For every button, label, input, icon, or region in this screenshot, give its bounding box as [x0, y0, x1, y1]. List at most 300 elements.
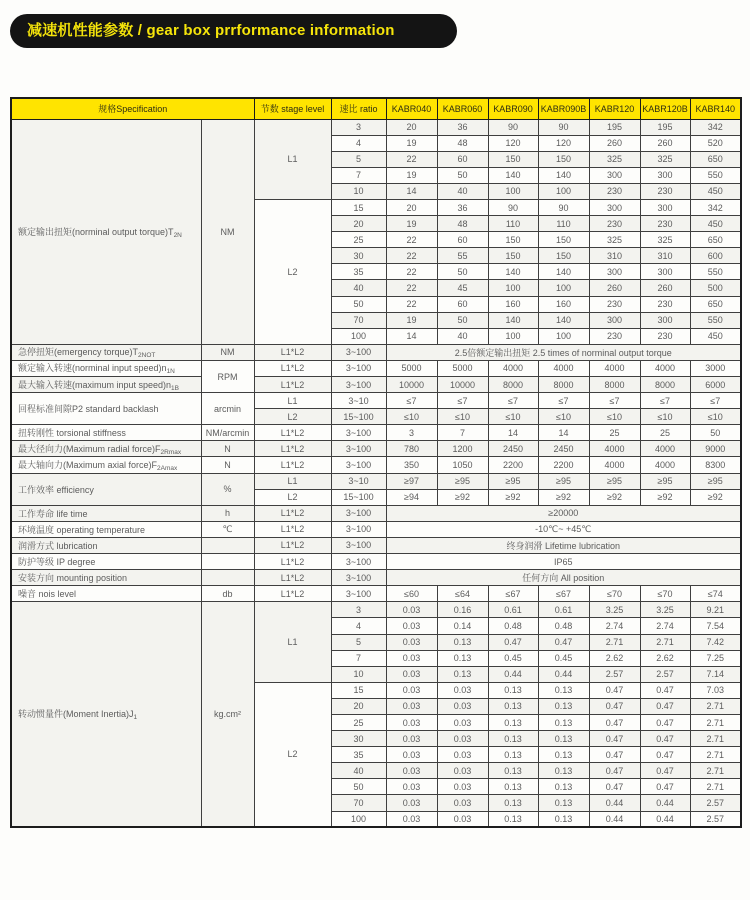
- cell: 60: [437, 151, 488, 167]
- cell: 260: [640, 280, 690, 296]
- cell: 8000: [538, 377, 589, 393]
- cell: 100: [488, 183, 538, 199]
- cell: 40: [437, 183, 488, 199]
- cell: 3~100: [331, 505, 386, 521]
- cell: 2.71: [690, 698, 741, 714]
- cell: 0.13: [538, 811, 589, 827]
- cell: ℃: [201, 521, 254, 537]
- cell: 36: [437, 199, 488, 215]
- cell: 2.57: [690, 811, 741, 827]
- cell: 600: [690, 248, 741, 264]
- cell: 500: [690, 280, 741, 296]
- cell: 140: [488, 264, 538, 280]
- cell: 100: [331, 811, 386, 827]
- cell: 0.45: [538, 650, 589, 666]
- cell: 终身润滑 Lifetime lubrication: [386, 537, 741, 553]
- cell: 50: [690, 425, 741, 441]
- cell: 8000: [488, 377, 538, 393]
- cell: 0.03: [386, 618, 437, 634]
- row-label: 环境温度 operating temperature: [11, 521, 201, 537]
- cell: 22: [386, 151, 437, 167]
- cell: 0.03: [386, 698, 437, 714]
- cell: arcmin: [201, 393, 254, 425]
- cell: 15~100: [331, 489, 386, 505]
- cell: 40: [331, 280, 386, 296]
- cell: 3: [331, 602, 386, 618]
- cell: 30: [331, 248, 386, 264]
- cell: 50: [437, 264, 488, 280]
- cell: 2200: [488, 457, 538, 473]
- cell: ≤10: [640, 409, 690, 425]
- cell: 2.71: [690, 747, 741, 763]
- column-header: KABR120B: [640, 98, 690, 119]
- cell: 8000: [589, 377, 640, 393]
- cell: ≤7: [589, 393, 640, 409]
- cell: 0.03: [437, 731, 488, 747]
- cell: 650: [690, 151, 741, 167]
- cell: 0.44: [538, 666, 589, 682]
- cell: 3~100: [331, 537, 386, 553]
- cell: 230: [589, 183, 640, 199]
- cell: 0.47: [640, 698, 690, 714]
- cell: 3~100: [331, 521, 386, 537]
- cell: 8300: [690, 457, 741, 473]
- row-label: 转动惯量件(Moment $Inertia)J_1$: [11, 602, 201, 827]
- cell: 0.14: [437, 618, 488, 634]
- cell: 7.14: [690, 666, 741, 682]
- cell: ≤64: [437, 586, 488, 602]
- cell: 9.21: [690, 602, 741, 618]
- table-row: [11, 119, 741, 135]
- cell: 0.03: [386, 795, 437, 811]
- row-label: 最大轴向力(Maximum axial $force)F_{2Amax}$: [11, 457, 201, 473]
- cell: 550: [690, 264, 741, 280]
- cell: ≤60: [386, 586, 437, 602]
- cell: 2.71: [589, 634, 640, 650]
- cell: 0.13: [538, 795, 589, 811]
- table-row: [11, 586, 741, 602]
- cell: 7.25: [690, 650, 741, 666]
- table-row: [11, 537, 741, 553]
- cell: 0.03: [386, 779, 437, 795]
- cell: 2.71: [690, 714, 741, 730]
- cell: 300: [640, 167, 690, 183]
- cell: ≤10: [589, 409, 640, 425]
- cell: 7: [331, 650, 386, 666]
- cell: 0.47: [640, 714, 690, 730]
- cell: 3~100: [331, 360, 386, 376]
- cell: 1050: [437, 457, 488, 473]
- cell: 25: [640, 425, 690, 441]
- cell: 7: [331, 167, 386, 183]
- cell: 0.13: [538, 698, 589, 714]
- cell: ≥92: [589, 489, 640, 505]
- cell: 0.44: [640, 795, 690, 811]
- cell: L1*L2: [254, 505, 331, 521]
- cell: ≤7: [386, 393, 437, 409]
- cell: 780: [386, 441, 437, 457]
- cell: 140: [538, 264, 589, 280]
- cell: 0.44: [589, 795, 640, 811]
- cell: 0.13: [488, 763, 538, 779]
- cell: L2: [254, 199, 331, 344]
- cell: L1: [254, 473, 331, 489]
- cell: L1*L2: [254, 377, 331, 393]
- cell: 6000: [690, 377, 741, 393]
- cell: ≥92: [640, 489, 690, 505]
- cell: 0.48: [538, 618, 589, 634]
- page-title: 减速机性能参数 / gear box prrformance information: [10, 14, 457, 48]
- cell: 30: [331, 731, 386, 747]
- cell: 2.71: [690, 731, 741, 747]
- cell: 15: [331, 682, 386, 698]
- cell: 310: [589, 248, 640, 264]
- cell: 15~100: [331, 409, 386, 425]
- cell: L2: [254, 489, 331, 505]
- table-row: [11, 602, 741, 618]
- cell: 4000: [640, 360, 690, 376]
- cell: 0.03: [386, 747, 437, 763]
- cell: ≥95: [589, 473, 640, 489]
- cell: IP65: [386, 554, 741, 570]
- table-row: [11, 377, 741, 393]
- cell: ≤67: [538, 586, 589, 602]
- cell: ≥20000: [386, 505, 741, 521]
- cell: 40: [437, 328, 488, 344]
- cell: L1*L2: [254, 570, 331, 586]
- cell: 300: [640, 312, 690, 328]
- cell: 3~10: [331, 473, 386, 489]
- cell: 2.71: [640, 634, 690, 650]
- cell: 3~100: [331, 377, 386, 393]
- row-label: 安装方向 mounting position: [11, 570, 201, 586]
- header-row: [11, 98, 741, 119]
- row-label: 额定输入转速(norminal input $speed)n_{1N}$: [11, 360, 201, 376]
- cell: 90: [488, 199, 538, 215]
- cell: 0.03: [437, 682, 488, 698]
- cell: 3000: [690, 360, 741, 376]
- cell: 450: [690, 328, 741, 344]
- cell: 0.16: [437, 602, 488, 618]
- table-row: [11, 554, 741, 570]
- cell: 0.48: [488, 618, 538, 634]
- cell: 0.47: [589, 682, 640, 698]
- cell: 140: [488, 312, 538, 328]
- spec-table: [10, 97, 742, 828]
- cell: 230: [640, 328, 690, 344]
- cell: 300: [589, 264, 640, 280]
- cell: 35: [331, 264, 386, 280]
- cell: RPM: [201, 360, 254, 392]
- cell: 160: [538, 296, 589, 312]
- cell: 2.74: [589, 618, 640, 634]
- cell: 22: [386, 248, 437, 264]
- row-label: 工作效率 efficiency: [11, 473, 201, 505]
- cell: 350: [386, 457, 437, 473]
- cell: L2: [254, 682, 331, 827]
- cell: 2.74: [640, 618, 690, 634]
- cell: 140: [538, 312, 589, 328]
- cell: ≤74: [690, 586, 741, 602]
- cell: 20: [331, 698, 386, 714]
- cell: 325: [640, 151, 690, 167]
- cell: 160: [488, 296, 538, 312]
- cell: ≥92: [437, 489, 488, 505]
- cell: 0.44: [640, 811, 690, 827]
- cell: 450: [690, 183, 741, 199]
- row-label: 额定输出扭矩(norminal output $torque)T_{2N}$: [11, 119, 201, 344]
- cell: 0.03: [437, 698, 488, 714]
- cell: 60: [437, 296, 488, 312]
- cell: 100: [538, 183, 589, 199]
- cell: NM: [201, 344, 254, 360]
- cell: 0.03: [386, 731, 437, 747]
- cell: 300: [640, 264, 690, 280]
- cell: 140: [488, 167, 538, 183]
- cell: 0.45: [488, 650, 538, 666]
- cell: 0.13: [488, 731, 538, 747]
- cell: 230: [640, 296, 690, 312]
- cell: L2: [254, 409, 331, 425]
- cell: 4000: [589, 441, 640, 457]
- cell: 4000: [640, 441, 690, 457]
- cell: 45: [437, 280, 488, 296]
- cell: 3~100: [331, 425, 386, 441]
- cell: 0.47: [589, 747, 640, 763]
- cell: 14: [386, 328, 437, 344]
- cell: 2450: [538, 441, 589, 457]
- cell: 10: [331, 666, 386, 682]
- cell: 50: [331, 779, 386, 795]
- cell: N: [201, 457, 254, 473]
- cell: 0.03: [437, 779, 488, 795]
- cell: 14: [488, 425, 538, 441]
- cell: 70: [331, 795, 386, 811]
- cell: 14: [386, 183, 437, 199]
- cell: 5000: [437, 360, 488, 376]
- cell: 19: [386, 167, 437, 183]
- cell: 342: [690, 119, 741, 135]
- column-header: KABR040: [386, 98, 437, 119]
- row-label: 工作寿命 life time: [11, 505, 201, 521]
- table-row: [11, 521, 741, 537]
- cell: db: [201, 586, 254, 602]
- cell: 260: [640, 135, 690, 151]
- cell: 50: [437, 167, 488, 183]
- cell: 0.47: [640, 731, 690, 747]
- row-label: 回程标准间隙P2 standard backlash: [11, 393, 201, 425]
- cell: 100: [538, 328, 589, 344]
- cell: 22: [386, 264, 437, 280]
- column-header: 规格Specification: [11, 98, 254, 119]
- table-row: [11, 441, 741, 457]
- cell: kg.cm²: [201, 602, 254, 827]
- cell: L1*L2: [254, 457, 331, 473]
- cell: 任何方向 All position: [386, 570, 741, 586]
- cell: 20: [386, 199, 437, 215]
- cell: 25: [589, 425, 640, 441]
- column-header: KABR120: [589, 98, 640, 119]
- cell: 195: [640, 119, 690, 135]
- cell: 2.71: [690, 779, 741, 795]
- cell: NM: [201, 119, 254, 344]
- spec-table-header: [11, 98, 741, 119]
- cell: 0.13: [538, 682, 589, 698]
- cell: ≤10: [488, 409, 538, 425]
- table-row: [11, 570, 741, 586]
- cell: 150: [538, 232, 589, 248]
- row-label: 润滑方式 lubrication: [11, 537, 201, 553]
- cell: ≤67: [488, 586, 538, 602]
- cell: 36: [437, 119, 488, 135]
- row-label: 噪音 nois level: [11, 586, 201, 602]
- cell: 0.03: [386, 811, 437, 827]
- cell: 0.13: [488, 795, 538, 811]
- cell: 550: [690, 167, 741, 183]
- column-header: 节数 stage level: [254, 98, 331, 119]
- cell: 55: [437, 248, 488, 264]
- table-row: [11, 457, 741, 473]
- cell: 22: [386, 280, 437, 296]
- cell: 2.57: [690, 795, 741, 811]
- cell: 325: [589, 232, 640, 248]
- cell: L1*L2: [254, 344, 331, 360]
- cell: 5000: [386, 360, 437, 376]
- cell: 90: [488, 119, 538, 135]
- cell: 0.47: [488, 634, 538, 650]
- table-row: [11, 505, 741, 521]
- cell: 150: [488, 232, 538, 248]
- cell: 15: [331, 199, 386, 215]
- cell: L1*L2: [254, 521, 331, 537]
- cell: ≤7: [690, 393, 741, 409]
- cell: ≤70: [589, 586, 640, 602]
- cell: 0.13: [538, 731, 589, 747]
- row-label: 最大输入转速(maximum input $speed)n_{1B}$: [11, 377, 201, 393]
- cell: ≤10: [386, 409, 437, 425]
- row-label: 急停扭矩(emergency $torque)T_{2NOT}$: [11, 344, 201, 360]
- cell: 0.03: [437, 795, 488, 811]
- cell: 35: [331, 747, 386, 763]
- cell: 2.71: [690, 763, 741, 779]
- cell: 0.13: [488, 714, 538, 730]
- cell: ≤7: [488, 393, 538, 409]
- cell: ≥94: [386, 489, 437, 505]
- cell: 0.03: [437, 811, 488, 827]
- column-header: 速比 ratio: [331, 98, 386, 119]
- cell: 110: [538, 216, 589, 232]
- cell: ≥97: [386, 473, 437, 489]
- cell: ≥92: [690, 489, 741, 505]
- cell: 0.03: [386, 634, 437, 650]
- cell: 2.62: [589, 650, 640, 666]
- cell: 7.42: [690, 634, 741, 650]
- cell: 0.47: [640, 779, 690, 795]
- cell: 342: [690, 199, 741, 215]
- cell: 3.25: [589, 602, 640, 618]
- cell: 110: [488, 216, 538, 232]
- cell: 20: [331, 216, 386, 232]
- cell: L1: [254, 119, 331, 199]
- cell: 650: [690, 232, 741, 248]
- cell: 3: [331, 119, 386, 135]
- cell: 0.13: [538, 779, 589, 795]
- cell: 0.03: [386, 650, 437, 666]
- cell: 4000: [589, 457, 640, 473]
- cell: ≥95: [640, 473, 690, 489]
- column-header: KABR060: [437, 98, 488, 119]
- cell: 0.03: [386, 682, 437, 698]
- row-label: 扭转刚性 torsional stiffness: [11, 425, 201, 441]
- cell: 50: [331, 296, 386, 312]
- cell: 1200: [437, 441, 488, 457]
- cell: 230: [589, 216, 640, 232]
- cell: 4000: [589, 360, 640, 376]
- cell: 7.54: [690, 618, 741, 634]
- cell: L1*L2: [254, 360, 331, 376]
- cell: 9000: [690, 441, 741, 457]
- cell: 5: [331, 151, 386, 167]
- cell: 325: [589, 151, 640, 167]
- cell: 20: [386, 119, 437, 135]
- cell: 150: [488, 248, 538, 264]
- cell: 0.13: [488, 779, 538, 795]
- cell: 2450: [488, 441, 538, 457]
- cell: 2.57: [589, 666, 640, 682]
- cell: 19: [386, 312, 437, 328]
- cell: 14: [538, 425, 589, 441]
- cell: 70: [331, 312, 386, 328]
- cell: -10℃~ +45℃: [386, 521, 741, 537]
- cell: 100: [331, 328, 386, 344]
- cell: [201, 570, 254, 586]
- cell: L1*L2: [254, 586, 331, 602]
- cell: 3~100: [331, 586, 386, 602]
- cell: 2.5倍额定输出扭矩 2.5 times of norminal output torque: [386, 344, 741, 360]
- cell: 650: [690, 296, 741, 312]
- cell: 0.03: [386, 602, 437, 618]
- cell: 0.03: [437, 714, 488, 730]
- column-header: KABR090: [488, 98, 538, 119]
- cell: 3~100: [331, 570, 386, 586]
- cell: [201, 554, 254, 570]
- cell: 7: [437, 425, 488, 441]
- cell: 120: [488, 135, 538, 151]
- cell: 2.57: [640, 666, 690, 682]
- cell: ≤7: [640, 393, 690, 409]
- cell: 0.44: [488, 666, 538, 682]
- cell: 0.47: [589, 714, 640, 730]
- cell: 0.13: [437, 666, 488, 682]
- cell: L1*L2: [254, 554, 331, 570]
- cell: ≤7: [437, 393, 488, 409]
- cell: 520: [690, 135, 741, 151]
- cell: 150: [488, 151, 538, 167]
- cell: 3~100: [331, 554, 386, 570]
- cell: 2200: [538, 457, 589, 473]
- cell: 48: [437, 135, 488, 151]
- cell: 0.47: [589, 779, 640, 795]
- row-label: 最大径向力(Maximum radial $force)F_{2Rmax}$: [11, 441, 201, 457]
- cell: 7.03: [690, 682, 741, 698]
- cell: 8000: [640, 377, 690, 393]
- cell: 0.13: [488, 682, 538, 698]
- cell: ≥95: [437, 473, 488, 489]
- cell: 150: [538, 248, 589, 264]
- cell: 0.13: [538, 714, 589, 730]
- cell: 0.13: [488, 811, 538, 827]
- cell: 0.03: [386, 763, 437, 779]
